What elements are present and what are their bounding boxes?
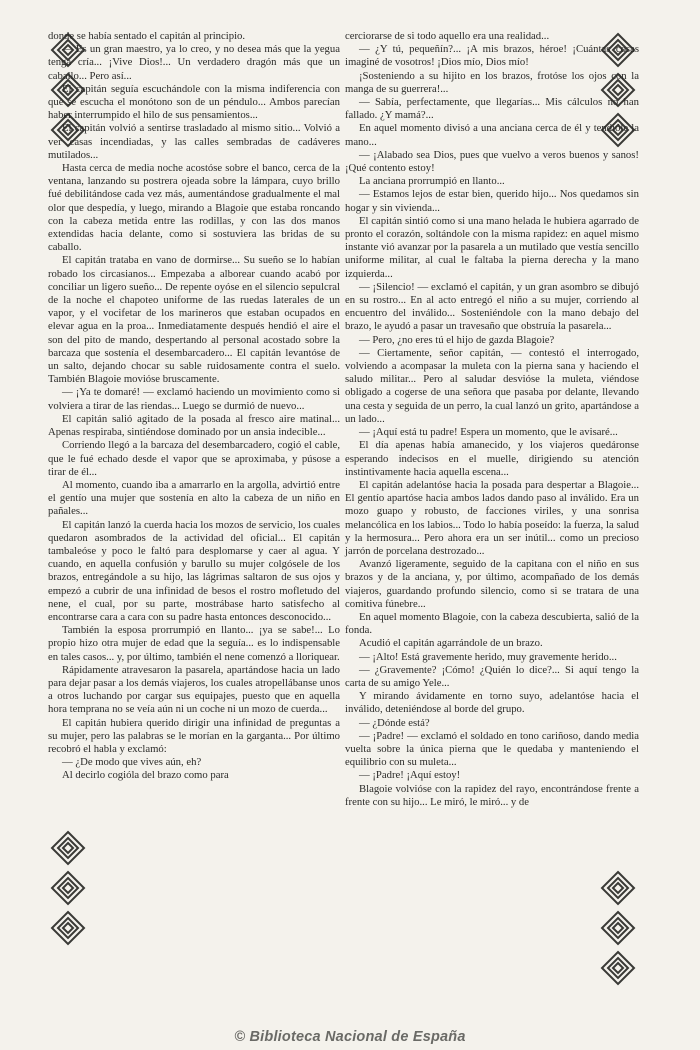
right-column (345, 30, 639, 809)
ornament-icon (600, 950, 636, 986)
paragraph: — Estamos lejos de estar bien, querido hijo... Nos quedamos sin hogar y sin vivienda... (345, 188, 639, 214)
paragraph: — ¡Padre! — exclamó el soldado en tono cariñoso, dando media vuelta sobre la única pierna que le quedaba y manteniendo el equilibrio con su muleta... (345, 729, 639, 769)
paragraph: La anciana prorrumpió en llanto... (359, 175, 505, 188)
paragraph: Acudió el capitán agarrándole de un brazo. (359, 637, 543, 650)
paragraph: El capitán hubiera querido dirigir una infinidad de preguntas a su mujer, pero las palabras se le morían en la garganta... Por último recobró el habla y exclamó: (48, 716, 340, 755)
paragraph: Al momento, cuando iba a amarrarlo en la argolla, advirtió entre el gentío una mujer que sostenía en alto la cabeza de un niño en pañales... (48, 478, 340, 518)
paragraph: El capitán volvió a sentirse trasladado al mismo sitio... Volvió a ver casas incendiadas, y las calles sembradas de cadáveres mutilados... (48, 122, 340, 161)
ornament-icon (50, 910, 86, 946)
paragraph: El capitán lanzó la cuerda hacia los mozos de servicio, los cuales quedaron asombrados de la actividad del oficial... El capitán tambaleóse y poco le faltó para desplomarse y caer al agua. Y cuando, en aquella confusión y barullo su mujer colgósele de los brazos, entregándole a su hijo, las lágrimas saltaron de sus ojos y empezó a cubrir de una infinidad de besos el rostro mofletudo del nene, el cual, por su parte, mostrábase harto satisfecho al encontrarse cara a cara con su padre hasta entonces desconocido... (48, 518, 340, 623)
paragraph: Corriendo llegó a la barcaza del desembarcadero, cogió el cable, que le fué echado desde el vapor que se aproximaba, y púsose a tirar de él... (48, 439, 340, 478)
paragraph: Y mirando ávidamente en torno suyo, adelantóse hacia el inválido, deteniéndose al borde del grupo. (345, 690, 639, 716)
paragraph: Rápidamente atravesaron la pasarela, apartándose hacia un lado para dejar pasar a los demás viajeros, los cuales atropellábanse unos a otros luchando por cargar sus equipajes, puesto que en aquella hora temprana no se veía aún ni un coche ni un mozo de cuerda... (48, 663, 340, 716)
paragraph: donde se había sentado el capitán al principio. (48, 30, 246, 42)
paragraph: — ¡Ya te domaré! — exclamó haciendo un movimiento como si volviera a tirar de las riendas... Luego se durmió de nuevo... (48, 386, 340, 412)
paragraph: El día apenas había amanecido, y los viajeros quedáronse esperando indecisos en el muelle, dirigiendo su atención instintivamente hacia aquella escena... (345, 439, 639, 478)
paragraph: El capitán trataba en vano de dormirse... Su sueño se lo habían robado los circasianos... Empezaba a alborear cuando acabó por conciliar un ligero sueño... De repente oyóse en el silencio sepulcral de la noche el chapoteo uniforme de las ruedas laterales de un vapor, y el vocifetar de los marineros que estaban ocupados en elevar agua en la proa... Inmediatamente después hendió el aire el son del pito de mando, despertando al personal acostado sobre la barcaza que sostenía el desembarcadero... El capitán levantóse de un salto, dejando chocar su sable ruidosamente contra el suelo. También Blagoie movióse bruscamente. (48, 254, 340, 386)
paragraph: — ¡Alabado sea Dios, pues que vuelvo a veros buenos y sanos! ¡Qué contento estoy! (345, 148, 639, 175)
paragraph: — Es un gran maestro, ya lo creo, y no desea más que la yegua tenga cría... ¡Vive Dios!... Un verdadero dragón más que un caballo... Pero así... (48, 43, 340, 82)
paragraph: ¡Sosteniendo a su hijito en los brazos, frotóse los ojos con la manga de su guerrera!... (345, 69, 639, 95)
paragraph: En aquel momento divisó a una anciana cerca de él y tendióle la mano... (345, 122, 639, 148)
paragraph: — Ciertamente, señor capitán, — contestó el interrogado, volviendo a acompasar la muleta con la pierna sana y haciendo el saludo militar... Pero al saludar desvióse la muleta, viéndose obligado a cogerse de una señora que pasaba por delante, llevando una cesta y seguida de un perro, la cual lanzó un grito, apartándose a un lado... (345, 346, 639, 425)
ornament-icon (600, 910, 636, 946)
ornament-icon (600, 870, 636, 906)
paragraph: El capitán adelantóse hacia la posada para despertar a Blagoie... El gentío apartóse hacia ambos lados dando paso al inválido. Era un mozo guapo y robusto, de facciones viriles, y una sonrisa melancólica en los labios... Todo lo había poseído: la fuerza, la salud y la hermosura... Pero ahora era un ser inútil... como un precioso jarrón de porcelana destrozado... (345, 478, 639, 557)
paragraph: — ¡Silencio! — exclamó el capitán, y un gran asombro se dibujó en su rostro... En al acto entregó el niño a su mujer, corriendo al encuentro del inválido... Sosteniéndole con la mano debajo del brazo, le ayudó a pasar un travesaño que obstruía la pasarela... (345, 280, 639, 333)
paragraph: También la esposa prorrumpió en llanto... ¡ya se sabe!... Lo propio hizo otra mujer de edad que la seguía... es lo indispensable en tales casos... y, por último, también el nene comenzó a lloriquear. (48, 624, 340, 663)
ornament-icon (50, 870, 86, 906)
paragraph: cerciorarse de si todo aquello era una realidad... (345, 30, 550, 42)
paragraph: — ¿De modo que vives aún, eh? (62, 756, 202, 769)
paragraph: El capitán sintió como si una mano helada le hubiera agarrado de pronto el corazón, soltándole con la misma rapidez: en aquel mismo instante vió avanzar por la pasarela a un mutilado que vestía sencillo uniforme militar, al cual le faltaba la pierna derecha y la mano izquierda... (345, 214, 639, 280)
paragraph: — ¡Aquí está tu padre! Espera un momento, que le avisaré... (359, 426, 618, 439)
paragraph: — ¿Y tú, pequeñín?... ¡A mis brazos, héroe! ¡Cuántas cosas imaginé de vosotros! ¡Dios mío, Dios mío! (345, 43, 639, 69)
paragraph: — ¡Padre! ¡Aquí estoy! (359, 769, 461, 782)
paragraph: — ¡Alto! Está gravemente herido, muy gravemente herido... (359, 650, 617, 663)
paragraph: — Sabía, perfectamente, que llegarías... Mis cálculos no han fallado. ¿Y mamá?... (345, 96, 639, 122)
paragraph: Blagoie volvióse con la rapidez del rayo, encontrándose frente a frente con su hijo... Le miró, le miró... y de (345, 782, 639, 808)
paragraph: El capitán salió agitado de la posada al fresco aire matinal... Apenas respiraba, sintiéndose dominado por un ansia indecible... (48, 412, 340, 439)
paragraph: Hasta cerca de media noche acostóse sobre el banco, cerca de la ventana, lanzando su postrera ojeada sobre la lámpara, cuyo brillo fué debilitándose cada vez más, aumentándose gradualmente el mal olor que despedía, y luego, mirando a Blagoie que estaba roncando con la cabeza metida entre las rodillas, y con las dos manos extendidas hacia delante, como si sostuviera las bridas de su caballo. (48, 162, 340, 254)
paragraph: En aquel momento Blagoie, con la cabeza descubierta, salió de la fonda. (345, 610, 639, 637)
library-watermark: © Biblioteca Nacional de España (234, 1029, 466, 1045)
paragraph: — ¿Dónde está? (359, 716, 430, 729)
paragraph: — Pero, ¿no eres tú el hijo de gazda Blagoie? (359, 333, 555, 346)
left-column (48, 30, 340, 783)
ornament-icon (50, 830, 86, 866)
paragraph: — ¿Gravemente? ¡Cómo! ¿Quién lo dice?... Si aquí tengo la carta de su amigo Yele... (345, 663, 639, 689)
paragraph: Avanzó ligeramente, seguido de la capitana con el niño en sus brazos y de la anciana, y, por último, acompañado de los demás viajeros, guardando profundo silencio, como si se tratara de una comitiva fúnebre... (345, 558, 639, 610)
paragraph: El capitán seguía escuchándole con la misma indiferencia con que se escucha el monótono son de un péndulo... Ambos parecían haber interrumpido el hilo de sus pensamientos... (48, 82, 340, 122)
paragraph: Al decirlo cogióla del brazo como para (62, 769, 229, 782)
